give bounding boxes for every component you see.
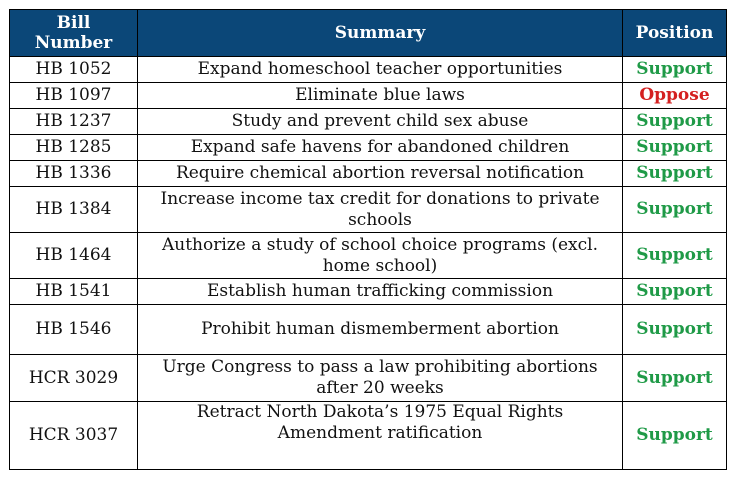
bill-number: HB 1464 <box>10 233 138 279</box>
table-row <box>10 305 727 355</box>
table-row <box>10 233 727 279</box>
bill-summary: Study and prevent child sex abuse <box>138 109 623 135</box>
header-summary: Summary <box>138 10 623 57</box>
bill-number: HB 1097 <box>10 83 138 109</box>
position-support: Support <box>623 279 727 305</box>
bill-number: HB 1285 <box>10 135 138 161</box>
table-row <box>10 355 727 402</box>
bill-summary: Authorize a study of school choice programs (excl. home school) <box>138 233 623 279</box>
bill-number: HCR 3029 <box>10 355 138 402</box>
header-bill-number: Bill Number <box>10 10 138 57</box>
bill-number: HB 1336 <box>10 161 138 187</box>
position-support: Support <box>623 135 727 161</box>
table-row <box>10 83 727 109</box>
bill-number: HB 1052 <box>10 57 138 83</box>
table-row <box>10 279 727 305</box>
bill-summary: Retract North Dakota’s 1975 Equal Rights Amendment ratification <box>138 402 623 470</box>
position-support: Support <box>623 233 727 279</box>
bill-summary: Expand homeschool teacher opportunities <box>138 57 623 83</box>
bill-number: HB 1546 <box>10 305 138 355</box>
bill-summary: Increase income tax credit for donations to private schools <box>138 187 623 233</box>
bill-number: HB 1384 <box>10 187 138 233</box>
position-oppose: Oppose <box>623 83 727 109</box>
table-row <box>10 161 727 187</box>
position-support: Support <box>623 187 727 233</box>
bill-number: HB 1541 <box>10 279 138 305</box>
bill-summary: Prohibit human dismemberment abortion <box>138 305 623 355</box>
table-row <box>10 135 727 161</box>
bill-summary: Eliminate blue laws <box>138 83 623 109</box>
position-support: Support <box>623 57 727 83</box>
bill-summary: Establish human trafficking commission <box>138 279 623 305</box>
table-row <box>10 402 727 470</box>
bill-summary: Urge Congress to pass a law prohibiting abortions after 20 weeks <box>138 355 623 402</box>
bill-number: HB 1237 <box>10 109 138 135</box>
position-support: Support <box>623 109 727 135</box>
bills-table <box>9 9 727 470</box>
position-support: Support <box>623 305 727 355</box>
position-support: Support <box>623 402 727 470</box>
table-row <box>10 57 727 83</box>
bill-summary: Expand safe havens for abandoned children <box>138 135 623 161</box>
bill-number: HCR 3037 <box>10 402 138 470</box>
position-support: Support <box>623 161 727 187</box>
bill-summary: Require chemical abortion reversal notification <box>138 161 623 187</box>
table-row <box>10 109 727 135</box>
position-support: Support <box>623 355 727 402</box>
header-row <box>10 10 727 57</box>
header-position: Position <box>623 10 727 57</box>
table-row <box>10 187 727 233</box>
